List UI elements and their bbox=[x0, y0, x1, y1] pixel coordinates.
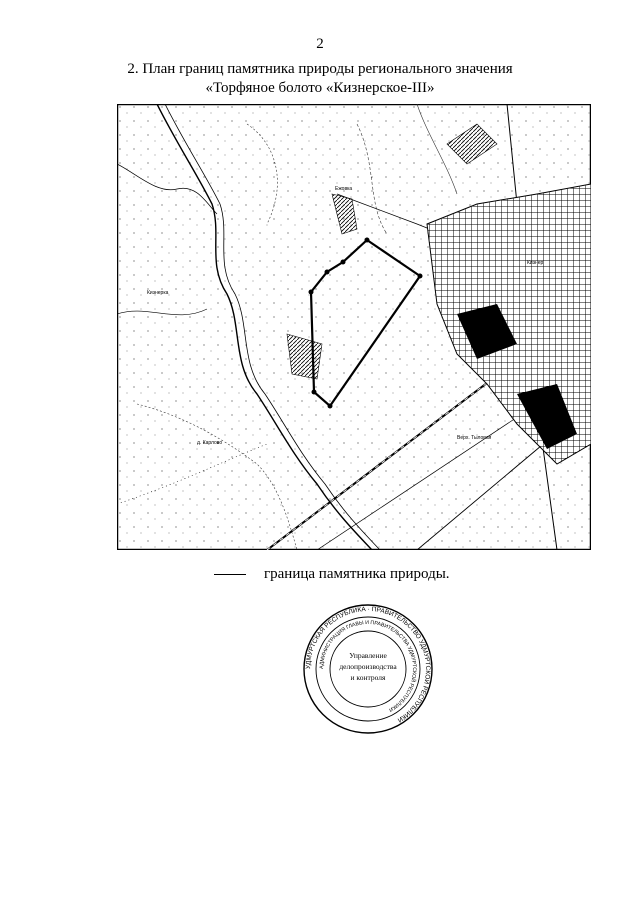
map-label-1: Ежовка bbox=[335, 186, 353, 192]
legend-text: граница памятника природы. bbox=[264, 566, 450, 582]
seal-center-line-1: Управление bbox=[349, 651, 387, 660]
map-legend bbox=[214, 566, 450, 583]
seal-center-line-2: делопроизводства bbox=[339, 662, 397, 671]
seal-inner-text: АДМИНИСТРАЦИЯ ГЛАВЫ И ПРАВИТЕЛЬСТВА УДМУРТСКОЙ РЕСПУБЛИКИ bbox=[318, 619, 418, 713]
boundary-line-icon bbox=[214, 574, 246, 575]
map-label-2: Кизнер bbox=[527, 260, 544, 266]
map-label-5: д. Карлово bbox=[197, 440, 223, 446]
title-line-1: 2. План границ памятника природы регионального значения bbox=[127, 61, 513, 77]
map-label-4: Кизнерка bbox=[147, 290, 169, 296]
page-number: 2 bbox=[316, 36, 324, 52]
seal-outer-text: УДМУРТСКАЯ РЕСПУБЛИКА · ПРАВИТЕЛЬСТВО УДМУРТСКОЙ РЕСПУБЛИКИ bbox=[304, 605, 432, 724]
page-title bbox=[60, 60, 580, 98]
map-label-3: Верх. Тыловая bbox=[457, 435, 492, 441]
title-line-2: «Торфяное болото «Кизнерское-III» bbox=[205, 80, 435, 96]
official-seal bbox=[300, 604, 436, 734]
seal-center-line-3: и контроля bbox=[350, 673, 386, 682]
boundary-map bbox=[117, 104, 591, 550]
